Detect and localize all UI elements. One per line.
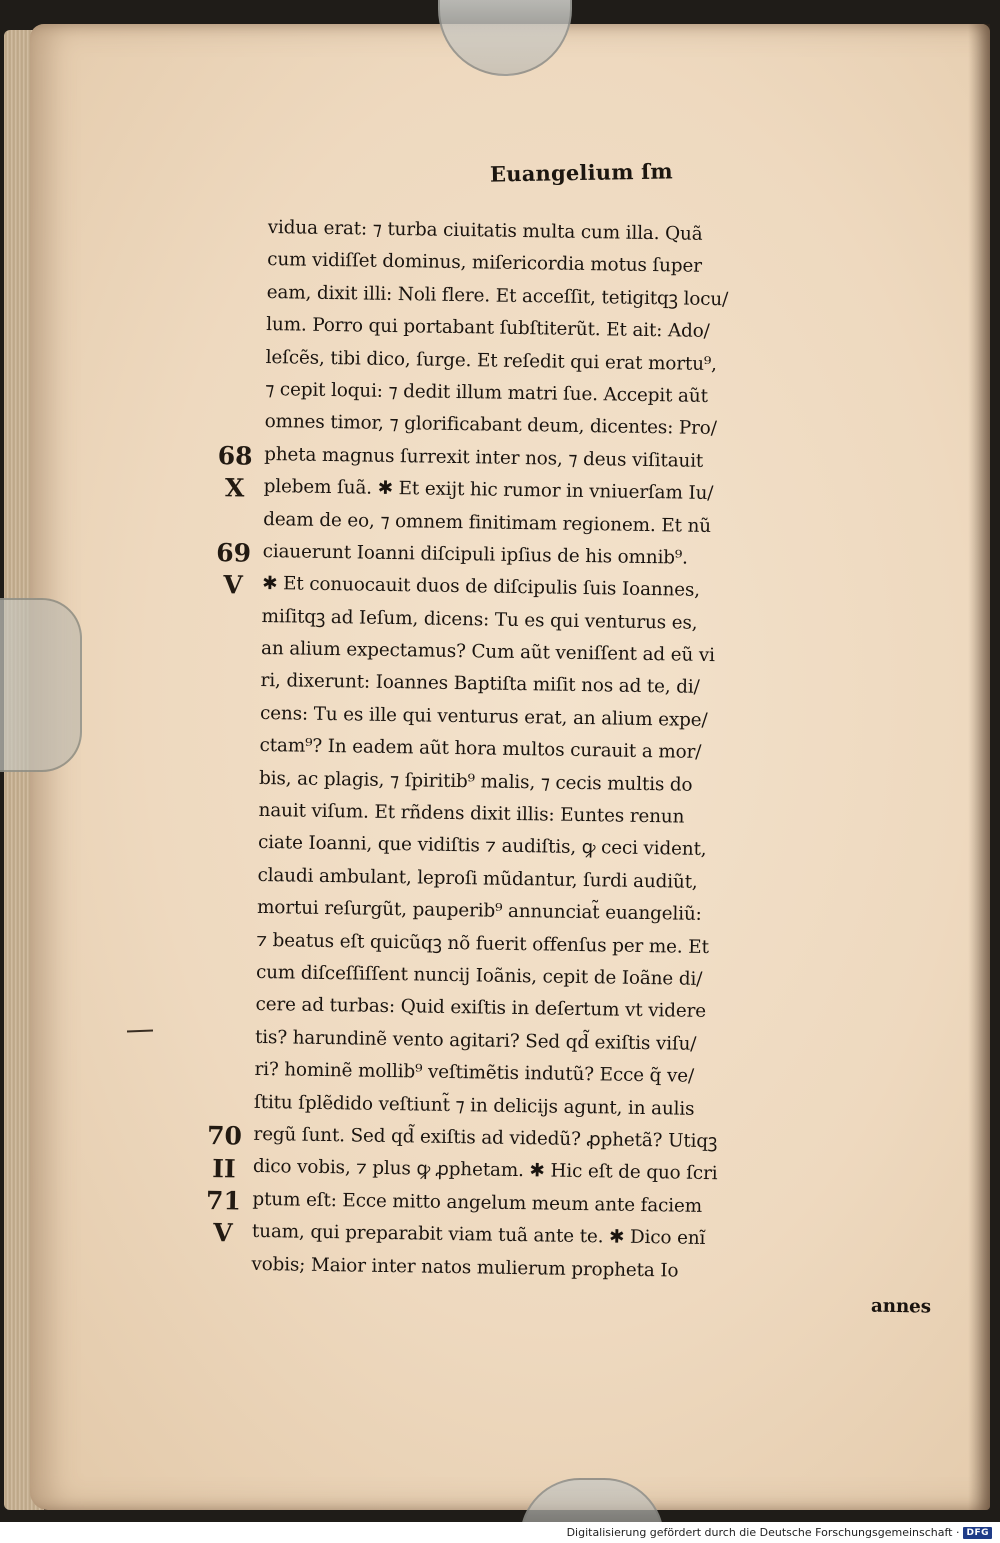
text-line: ✱ Et conuocauit duos de diſcipulis ſuis Ioannes, (261, 573, 701, 602)
text-line: ⁊ cepit loqui: ⁊ dedit illum matri ſue. Accepit aũt (265, 378, 708, 407)
margin-note: 69 (216, 538, 252, 568)
text-line: tuam, qui preparabit viam tuã ante te. ✱ Dico enĩ (251, 1220, 706, 1250)
text-line: ſtitu ſplẽdido veſtiunt̃ ⁊ in delicijs agunt, in aulis (253, 1091, 695, 1120)
text-line: tis? harundinẽ vento agitari? Sed qd̃ exiſtis viſu/ (254, 1026, 697, 1055)
margin-note: 68 (217, 440, 253, 471)
text-line: ri? hominẽ mollib⁹ veſtimẽtis indutũ? Ecce q̃ ve/ (254, 1059, 695, 1087)
text-line: mortui reſurgũt, pauperib⁹ annunciat̃ euangeliũ: (256, 897, 702, 926)
text-line: miſitqꝫ ad Ieſum, dicens: Tu es qui venturus es, (261, 605, 698, 634)
margin-note: 71 (205, 1185, 242, 1216)
margin-note: II (212, 1153, 236, 1184)
gutter-shadow (968, 24, 990, 1510)
text-line: ⁊ beatus eſt quicũqꝫ nõ fuerit offenſus per me. Et (256, 929, 709, 958)
margin-note: 70 (206, 1121, 243, 1151)
margin-note: V (223, 570, 244, 600)
margin-note: V (213, 1218, 233, 1248)
text-line: ciauerunt Ioanni diſcipuli ipſius de his omnib⁹. (262, 540, 688, 569)
text-line: deam de eo, ⁊ omnem finitimam regionem. Et nũ (263, 508, 712, 537)
digitization-credit (0, 1522, 1000, 1543)
catchword: annes (870, 1295, 932, 1318)
text-line: regũ ſunt. Sed qd̃ exiſtis ad videdũ? ꝓphetã? Utiqꝫ (253, 1123, 718, 1153)
text-line: vidua erat: ⁊ turba ciuitatis multa cum illa. Quã (267, 216, 703, 245)
body-text (251, 212, 958, 1324)
text-line: an alium expectamus? Cum aũt veniſſent ad eũ vi (260, 638, 715, 667)
running-head: Euangelium ſm (489, 158, 674, 187)
text-line: dico vobis, ⁊ plus ꝙ ꝓphetam. ✱ Hic eſt de quo ſcri (252, 1156, 718, 1185)
text-line: leſcẽs, tibi dico, ſurge. Et reſedit qui erat mortu⁹, (265, 346, 717, 375)
text-line: ptum eſt: Ecce mitto angelum meum ante faciem (252, 1188, 703, 1217)
text-line: plebem ſuã. ✱ Et exijt hic rumor in vniuerſam Iu/ (263, 476, 714, 505)
text-line: lum. Porro qui portabant ſubſtiterũt. Et ait: Ado/ (266, 314, 710, 343)
text-line: pheta magnus ſurrexit inter nos, ⁊ deus viſitauit (264, 443, 704, 472)
text-line: cum diſceſſiſſent nuncij Ioãnis, cepit de Ioãne di/ (255, 961, 703, 990)
text-line: bis, ac plagis, ⁊ ſpiritib⁹ malis, ⁊ cecis multis do (258, 767, 693, 796)
text-line: nauit viſum. Et rñdens dixit illis: Euntes renun (258, 799, 685, 828)
margin-note: X (224, 473, 245, 503)
text-line: vobis; Maior inter natos mulierum propheta Io (251, 1253, 679, 1282)
text-line: ctam⁹? In eadem aũt hora multos curauit a mor/ (259, 735, 702, 764)
glass-clip-left (0, 598, 82, 772)
text-line: cere ad turbas: Quid exiſtis in deſertum vt videre (255, 994, 707, 1023)
text-line: cens: Tu es ille qui venturus erat, an alium expe/ (259, 702, 708, 731)
text-line: ri, dixerunt: Ioannes Baptiſta miſit nos ad te, di/ (260, 670, 700, 699)
text-line: eam, dixit illi: Noli flere. Et acceſſit, tetigitqꝫ locu/ (266, 281, 729, 311)
text-line: ciate Ioanni, que vidiſtis ⁊ audiſtis, ꝙ ceci vident, (257, 832, 707, 861)
dfg-logo: DFG (963, 1527, 992, 1539)
text-line: cum vidiſſet dominus, miſericordia motus ſuper (267, 249, 702, 278)
text-line: omnes timor, ⁊ glorificabant deum, dicentes: Pro/ (264, 411, 717, 440)
credit-text: Digitalisierung gefördert durch die Deutsche Forschungsgemeinschaft · (566, 1526, 960, 1539)
text-line: claudi ambulant, leproſi mũdantur, ſurdi audiũt, (257, 864, 698, 893)
